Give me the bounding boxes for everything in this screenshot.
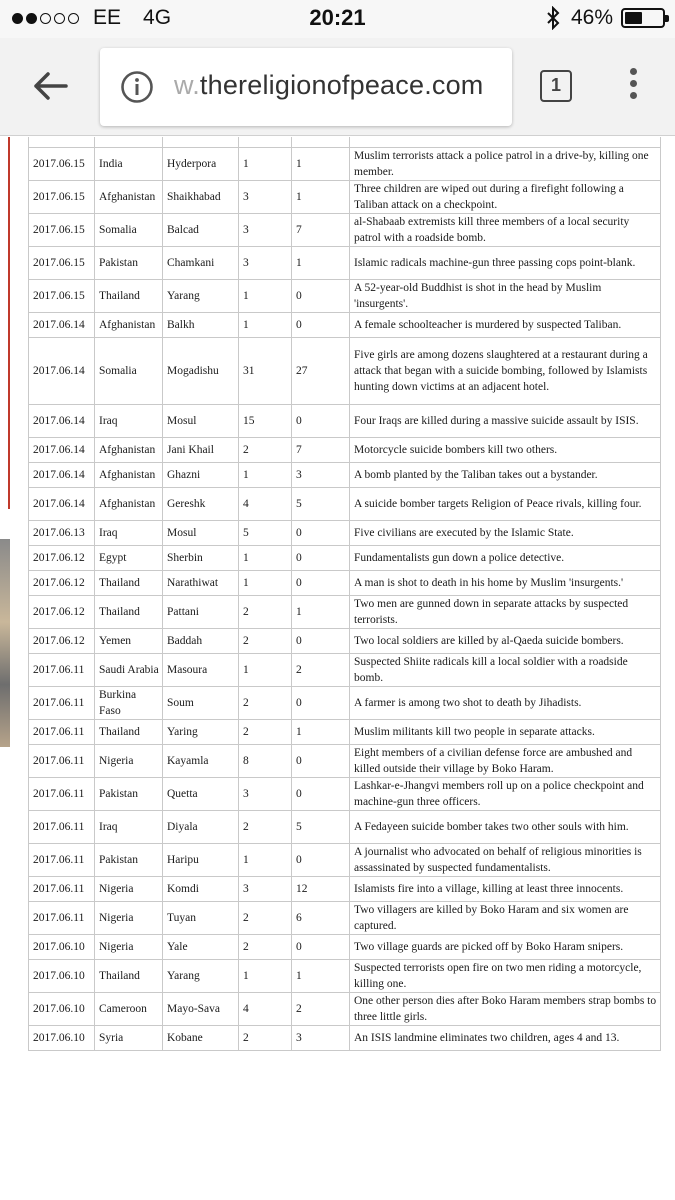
- injured-cell: 0: [292, 934, 350, 959]
- table-row: [29, 934, 661, 959]
- description-cell: Lashkar-e-Jhangvi members roll up on a police checkpoint and machine-gun three officers.: [350, 777, 661, 810]
- country-cell: Nigeria: [95, 901, 163, 934]
- table-row: [29, 147, 661, 180]
- status-bar: [0, 0, 675, 38]
- city-cell: Komdi: [163, 876, 239, 901]
- network-type: 4G: [143, 6, 172, 29]
- description-cell: A farmer is among two shot to death by Jihadists.: [350, 686, 661, 719]
- city-cell: Balkh: [163, 312, 239, 337]
- date-cell: 2017.06.12: [29, 545, 95, 570]
- url-domain: thereligionofpeace.com: [199, 70, 484, 100]
- table-row: [29, 719, 661, 744]
- description-cell: Four Iraqs are killed during a massive suicide assault by ISIS.: [350, 404, 661, 437]
- url-text: [174, 70, 484, 101]
- date-cell: 2017.06.11: [29, 777, 95, 810]
- country-cell: Afghanistan: [95, 462, 163, 487]
- description-cell: Five civilians are executed by the Islamic State.: [350, 520, 661, 545]
- injured-cell: 0: [292, 777, 350, 810]
- city-cell: Chamkani: [163, 246, 239, 279]
- date-cell: 2017.06.11: [29, 901, 95, 934]
- injured-cell: 12: [292, 876, 350, 901]
- killed-cell: 2: [239, 437, 292, 462]
- city-cell: Ghazni: [163, 462, 239, 487]
- table-row: [29, 628, 661, 653]
- killed-cell: 3: [239, 876, 292, 901]
- killed-cell: 1: [239, 545, 292, 570]
- country-cell: Egypt: [95, 545, 163, 570]
- table-row: [29, 180, 661, 213]
- description-cell: Suspected terrorists open fire on two men riding a motorcycle, killing one.: [350, 959, 661, 992]
- date-cell: 2017.06.15: [29, 279, 95, 312]
- country-cell: Thailand: [95, 719, 163, 744]
- address-bar[interactable]: [100, 48, 512, 126]
- country-cell: Pakistan: [95, 777, 163, 810]
- date-cell: 2017.06.10: [29, 992, 95, 1025]
- description-cell: Muslim terrorists attack a police patrol in a drive-by, killing one member.: [350, 147, 661, 180]
- description-cell: A Fedayeen suicide bomber takes two other souls with him.: [350, 810, 661, 843]
- killed-cell: 2: [239, 901, 292, 934]
- battery-icon: [621, 8, 665, 28]
- sidebar-photo: [0, 539, 10, 747]
- web-page: [0, 137, 675, 1200]
- table-row: [29, 777, 661, 810]
- description-cell: Five girls are among dozens slaughtered at a restaurant during a attack that began with a suicide bombing, followed by Islamists hunting down victims at an adjacent hotel.: [350, 337, 661, 404]
- description-cell: A man is shot to death in his home by Muslim 'insurgents.': [350, 570, 661, 595]
- city-cell: Yale: [163, 934, 239, 959]
- description-cell: al-Shabaab extremists kill three members of a local security patrol with a roadside bomb.: [350, 213, 661, 246]
- date-cell: 2017.06.14: [29, 312, 95, 337]
- injured-cell: 27: [292, 337, 350, 404]
- date-cell: 2017.06.14: [29, 337, 95, 404]
- city-cell: Masoura: [163, 653, 239, 686]
- date-cell: 2017.06.12: [29, 628, 95, 653]
- date-cell: 2017.06.15: [29, 180, 95, 213]
- back-arrow-icon[interactable]: [28, 64, 72, 108]
- description-cell: A bomb planted by the Taliban takes out a bystander.: [350, 462, 661, 487]
- browser-toolbar: [0, 38, 675, 136]
- injured-cell: 1: [292, 959, 350, 992]
- date-cell: 2017.06.11: [29, 843, 95, 876]
- country-cell: Afghanistan: [95, 180, 163, 213]
- table-row: [29, 686, 661, 719]
- date-cell: 2017.06.14: [29, 487, 95, 520]
- date-cell: 2017.06.11: [29, 810, 95, 843]
- city-cell: Mogadishu: [163, 337, 239, 404]
- description-cell: Suspected Shiite radicals kill a local soldier with a roadside bomb.: [350, 653, 661, 686]
- injured-cell: 0: [292, 744, 350, 777]
- country-cell: Iraq: [95, 520, 163, 545]
- country-cell: Yemen: [95, 628, 163, 653]
- killed-cell: 2: [239, 686, 292, 719]
- killed-cell: 1: [239, 462, 292, 487]
- injured-cell: 7: [292, 213, 350, 246]
- date-cell: 2017.06.14: [29, 404, 95, 437]
- injured-cell: 6: [292, 901, 350, 934]
- killed-cell: 3: [239, 777, 292, 810]
- city-cell: Shaikhabad: [163, 180, 239, 213]
- city-cell: Yarang: [163, 279, 239, 312]
- description-cell: Motorcycle suicide bombers kill two others.: [350, 437, 661, 462]
- description-cell: Islamic radicals machine-gun three passing cops point-blank.: [350, 246, 661, 279]
- city-cell: Pattani: [163, 595, 239, 628]
- table-row: [29, 992, 661, 1025]
- date-cell: 2017.06.15: [29, 246, 95, 279]
- table-row: [29, 570, 661, 595]
- city-cell: Mayo-Sava: [163, 992, 239, 1025]
- city-cell: Soum: [163, 686, 239, 719]
- description-cell: One other person dies after Boko Haram members strap bombs to three little girls.: [350, 992, 661, 1025]
- city-cell: Sherbin: [163, 545, 239, 570]
- table-row: [29, 437, 661, 462]
- description-cell: Three children are wiped out during a firefight following a Taliban attack on a checkpoint.: [350, 180, 661, 213]
- table-row: [29, 137, 661, 147]
- date-cell: 2017.06.15: [29, 213, 95, 246]
- attacks-table: [28, 137, 661, 1051]
- tab-switcher-button[interactable]: 1: [540, 70, 572, 102]
- injured-cell: 0: [292, 843, 350, 876]
- killed-cell: 4: [239, 992, 292, 1025]
- country-cell: Saudi Arabia: [95, 653, 163, 686]
- country-cell: Thailand: [95, 279, 163, 312]
- table-row: [29, 843, 661, 876]
- killed-cell: 31: [239, 337, 292, 404]
- country-cell: Pakistan: [95, 246, 163, 279]
- country-cell: Nigeria: [95, 876, 163, 901]
- status-right: [545, 6, 665, 30]
- killed-cell: 4: [239, 487, 292, 520]
- table-row: [29, 487, 661, 520]
- overflow-menu-icon[interactable]: [626, 68, 640, 106]
- table-row: [29, 595, 661, 628]
- killed-cell: 3: [239, 180, 292, 213]
- killed-cell: 2: [239, 810, 292, 843]
- country-cell: Burkina Faso: [95, 686, 163, 719]
- city-cell: Haripu: [163, 843, 239, 876]
- killed-cell: 1: [239, 959, 292, 992]
- killed-cell: 1: [239, 279, 292, 312]
- table-row: [29, 337, 661, 404]
- description-cell: Two local soldiers are killed by al-Qaeda suicide bombers.: [350, 628, 661, 653]
- country-cell: Thailand: [95, 570, 163, 595]
- city-cell: Diyala: [163, 810, 239, 843]
- table-row: [29, 246, 661, 279]
- date-cell: 2017.06.12: [29, 595, 95, 628]
- bluetooth-icon: [545, 6, 561, 30]
- description-cell: An ISIS landmine eliminates two children, ages 4 and 13.: [350, 1025, 661, 1050]
- killed-cell: 2: [239, 934, 292, 959]
- date-cell: 2017.06.13: [29, 520, 95, 545]
- date-cell: 2017.06.11: [29, 653, 95, 686]
- table-row: [29, 279, 661, 312]
- table-row: [29, 404, 661, 437]
- city-cell: Hyderpora: [163, 147, 239, 180]
- city-cell: [163, 137, 239, 147]
- killed-cell: 1: [239, 653, 292, 686]
- city-cell: Gereshk: [163, 487, 239, 520]
- date-cell: 2017.06.10: [29, 959, 95, 992]
- injured-cell: 7: [292, 437, 350, 462]
- killed-cell: 2: [239, 595, 292, 628]
- city-cell: Mosul: [163, 520, 239, 545]
- injured-cell: 5: [292, 487, 350, 520]
- sidebar-box-border: [0, 137, 10, 509]
- left-sidebar-edge: [0, 137, 22, 1200]
- injured-cell: 0: [292, 545, 350, 570]
- city-cell: Yaring: [163, 719, 239, 744]
- city-cell: Yarang: [163, 959, 239, 992]
- clock: 20:21: [309, 5, 366, 30]
- injured-cell: 2: [292, 653, 350, 686]
- injured-cell: 5: [292, 810, 350, 843]
- date-cell: 2017.06.11: [29, 876, 95, 901]
- table-row: [29, 653, 661, 686]
- description-cell: Two men are gunned down in separate attacks by suspected terrorists.: [350, 595, 661, 628]
- description-cell: Two villagers are killed by Boko Haram and six women are captured.: [350, 901, 661, 934]
- attacks-table-body: [29, 137, 661, 1050]
- table-row: [29, 545, 661, 570]
- country-cell: Afghanistan: [95, 437, 163, 462]
- date-cell: 2017.06.11: [29, 719, 95, 744]
- injured-cell: 0: [292, 404, 350, 437]
- injured-cell: 1: [292, 180, 350, 213]
- killed-cell: 2: [239, 719, 292, 744]
- injured-cell: 1: [292, 246, 350, 279]
- injured-cell: 1: [292, 147, 350, 180]
- city-cell: Quetta: [163, 777, 239, 810]
- country-cell: Syria: [95, 1025, 163, 1050]
- injured-cell: 0: [292, 570, 350, 595]
- injured-cell: [292, 137, 350, 147]
- date-cell: 2017.06.11: [29, 686, 95, 719]
- date-cell: 2017.06.11: [29, 744, 95, 777]
- injured-cell: 0: [292, 686, 350, 719]
- killed-cell: 15: [239, 404, 292, 437]
- city-cell: Jani Khail: [163, 437, 239, 462]
- injured-cell: 3: [292, 1025, 350, 1050]
- injured-cell: 2: [292, 992, 350, 1025]
- city-cell: Kobane: [163, 1025, 239, 1050]
- city-cell: Tuyan: [163, 901, 239, 934]
- country-cell: Afghanistan: [95, 312, 163, 337]
- injured-cell: 0: [292, 520, 350, 545]
- killed-cell: 2: [239, 1025, 292, 1050]
- country-cell: Iraq: [95, 404, 163, 437]
- city-cell: Baddah: [163, 628, 239, 653]
- description-cell: Muslim militants kill two people in separate attacks.: [350, 719, 661, 744]
- city-cell: Narathiwat: [163, 570, 239, 595]
- country-cell: India: [95, 147, 163, 180]
- battery-percent: 46%: [570, 6, 613, 29]
- killed-cell: 1: [239, 147, 292, 180]
- description-cell: A suicide bomber targets Religion of Peace rivals, killing four.: [350, 487, 661, 520]
- date-cell: 2017.06.12: [29, 570, 95, 595]
- city-cell: Balcad: [163, 213, 239, 246]
- country-cell: Nigeria: [95, 934, 163, 959]
- table-row: [29, 520, 661, 545]
- killed-cell: 3: [239, 246, 292, 279]
- description-cell: Fundamentalists gun down a police detective.: [350, 545, 661, 570]
- table-row: [29, 312, 661, 337]
- country-cell: Cameroon: [95, 992, 163, 1025]
- date-cell: [29, 137, 95, 147]
- injured-cell: 0: [292, 279, 350, 312]
- killed-cell: 8: [239, 744, 292, 777]
- country-cell: Thailand: [95, 595, 163, 628]
- description-cell: A female schoolteacher is murdered by suspected Taliban.: [350, 312, 661, 337]
- url-prefix: w.: [174, 70, 200, 100]
- killed-cell: 5: [239, 520, 292, 545]
- injured-cell: 3: [292, 462, 350, 487]
- date-cell: 2017.06.15: [29, 147, 95, 180]
- killed-cell: [239, 137, 292, 147]
- killed-cell: 1: [239, 843, 292, 876]
- city-cell: Kayamla: [163, 744, 239, 777]
- description-cell: A 52-year-old Buddhist is shot in the head by Muslim 'insurgents'.: [350, 279, 661, 312]
- country-cell: Somalia: [95, 213, 163, 246]
- table-row: [29, 901, 661, 934]
- country-cell: Afghanistan: [95, 487, 163, 520]
- injured-cell: 1: [292, 719, 350, 744]
- city-cell: Mosul: [163, 404, 239, 437]
- table-row: [29, 1025, 661, 1050]
- table-row: [29, 876, 661, 901]
- description-cell: Islamists fire into a village, killing at least three innocents.: [350, 876, 661, 901]
- carrier-name: EE: [93, 6, 122, 29]
- country-cell: [95, 137, 163, 147]
- country-cell: Thailand: [95, 959, 163, 992]
- date-cell: 2017.06.14: [29, 462, 95, 487]
- injured-cell: 0: [292, 628, 350, 653]
- date-cell: 2017.06.14: [29, 437, 95, 462]
- killed-cell: 1: [239, 570, 292, 595]
- injured-cell: 1: [292, 595, 350, 628]
- description-cell: Two village guards are picked off by Boko Haram snipers.: [350, 934, 661, 959]
- table-row: [29, 213, 661, 246]
- country-cell: Iraq: [95, 810, 163, 843]
- description-cell: A journalist who advocated on behalf of religious minorities is assassinated by suspected fundamentalists.: [350, 843, 661, 876]
- table-row: [29, 744, 661, 777]
- injured-cell: 0: [292, 312, 350, 337]
- table-row: [29, 462, 661, 487]
- country-cell: Nigeria: [95, 744, 163, 777]
- date-cell: 2017.06.10: [29, 934, 95, 959]
- description-cell: [350, 137, 661, 147]
- killed-cell: 3: [239, 213, 292, 246]
- description-cell: Eight members of a civilian defense force are ambushed and killed outside their village by Boko Haram.: [350, 744, 661, 777]
- country-cell: Pakistan: [95, 843, 163, 876]
- table-row: [29, 810, 661, 843]
- table-row: [29, 959, 661, 992]
- info-icon[interactable]: [120, 70, 154, 104]
- killed-cell: 1: [239, 312, 292, 337]
- date-cell: 2017.06.10: [29, 1025, 95, 1050]
- country-cell: Somalia: [95, 337, 163, 404]
- killed-cell: 2: [239, 628, 292, 653]
